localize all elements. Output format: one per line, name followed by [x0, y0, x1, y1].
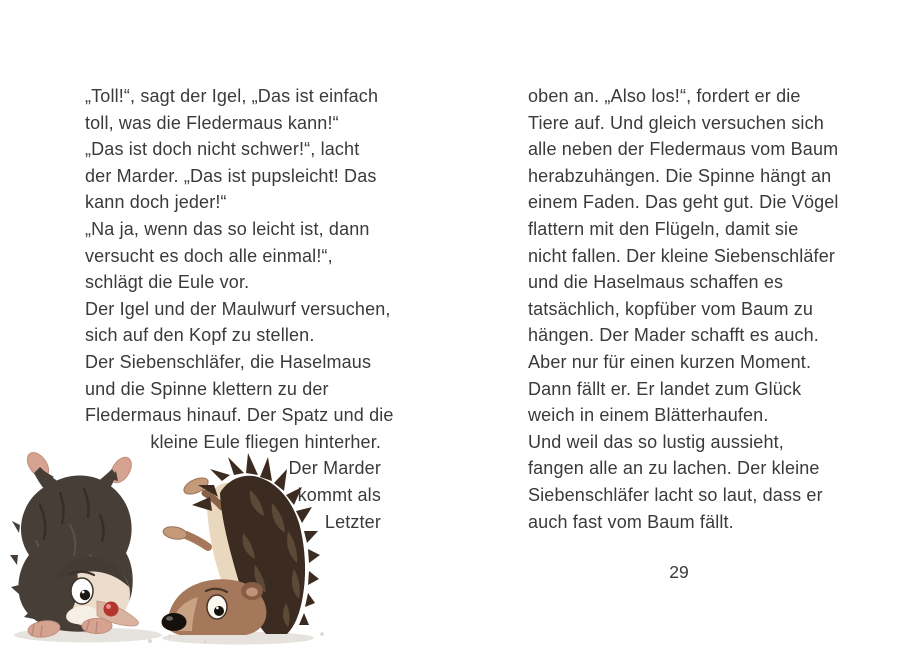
- text-line: weich in einem Blätterhaufen.: [528, 405, 769, 426]
- illustration-mole-hedgehog-headstand: [0, 445, 360, 648]
- text-line: tatsächlich, kopfüber vom Baum zu: [528, 298, 814, 319]
- text-line: auch fast vom Baum fällt.: [528, 511, 734, 532]
- right-text-column: [528, 83, 839, 535]
- text-line: „Na ja, wenn das so leicht ist, dann: [85, 218, 370, 239]
- text-line-wrapped: Letzter: [324, 511, 381, 532]
- text-line: versucht es doch alle einmal!“,: [85, 245, 333, 266]
- text-line: schlägt die Eule vor.: [85, 272, 250, 293]
- text-line: nicht fallen. Der kleine Siebenschläfer: [528, 245, 836, 266]
- text-line: Aber nur für einen kurzen Moment.: [528, 351, 812, 372]
- text-line: Tiere auf. Und gleich versuchen sich: [528, 112, 824, 133]
- text-line-wrapped: Der Marder: [288, 458, 381, 479]
- text-line: und die Haselmaus schaffen es: [528, 272, 784, 293]
- text-line: Dann fällt er. Er landet zum Glück: [528, 378, 802, 399]
- text-line: und die Spinne klettern zu der: [85, 378, 329, 399]
- hedgehog-nose-icon: [162, 613, 187, 631]
- text-line: Siebenschläfer lacht so laut, dass er: [528, 484, 823, 505]
- text-line: kann doch jeder!“: [85, 192, 227, 213]
- text-line: Und weil das so lustig aussieht,: [528, 431, 784, 452]
- text-line: der Marder. „Das ist pupsleicht! Das: [85, 165, 377, 186]
- text-line: oben an. „Also los!“, fordert er die: [528, 86, 801, 106]
- text-line: Der Igel und der Maulwurf versuchen,: [85, 298, 391, 319]
- text-line: toll, was die Fledermaus kann!“: [85, 112, 339, 133]
- text-line: herabzuhängen. Die Spinne hängt an: [528, 165, 832, 186]
- mole: [10, 449, 138, 639]
- mole-nose-icon: [104, 602, 119, 617]
- text-line-wrapped: kleine Eule fliegen hinterher.: [150, 431, 381, 452]
- text-line: „Toll!“, sagt der Igel, „Das ist einfach: [85, 86, 379, 106]
- text-line: fangen alle an zu lachen. Der kleine: [528, 458, 820, 479]
- text-line: flattern mit den Flügeln, damit sie: [528, 218, 799, 239]
- text-line: „Das ist doch nicht schwer!“, lacht: [85, 139, 360, 160]
- text-line: sich auf den Kopf zu stellen.: [85, 325, 315, 346]
- text-line: alle neben der Fledermaus vom Baum: [528, 139, 839, 160]
- text-line: hängen. Der Mader schafft es auch.: [528, 325, 819, 346]
- text-line: Der Siebenschläfer, die Haselmaus: [85, 351, 372, 372]
- page-number: 29: [669, 562, 689, 582]
- text-line: einem Faden. Das geht gut. Die Vögel: [528, 192, 839, 213]
- hedgehog-ear-icon: [241, 582, 263, 600]
- text-line: Fledermaus hinauf. Der Spatz und die: [85, 405, 394, 426]
- hedgehog: [162, 453, 321, 635]
- text-line-wrapped: kommt als: [297, 484, 381, 505]
